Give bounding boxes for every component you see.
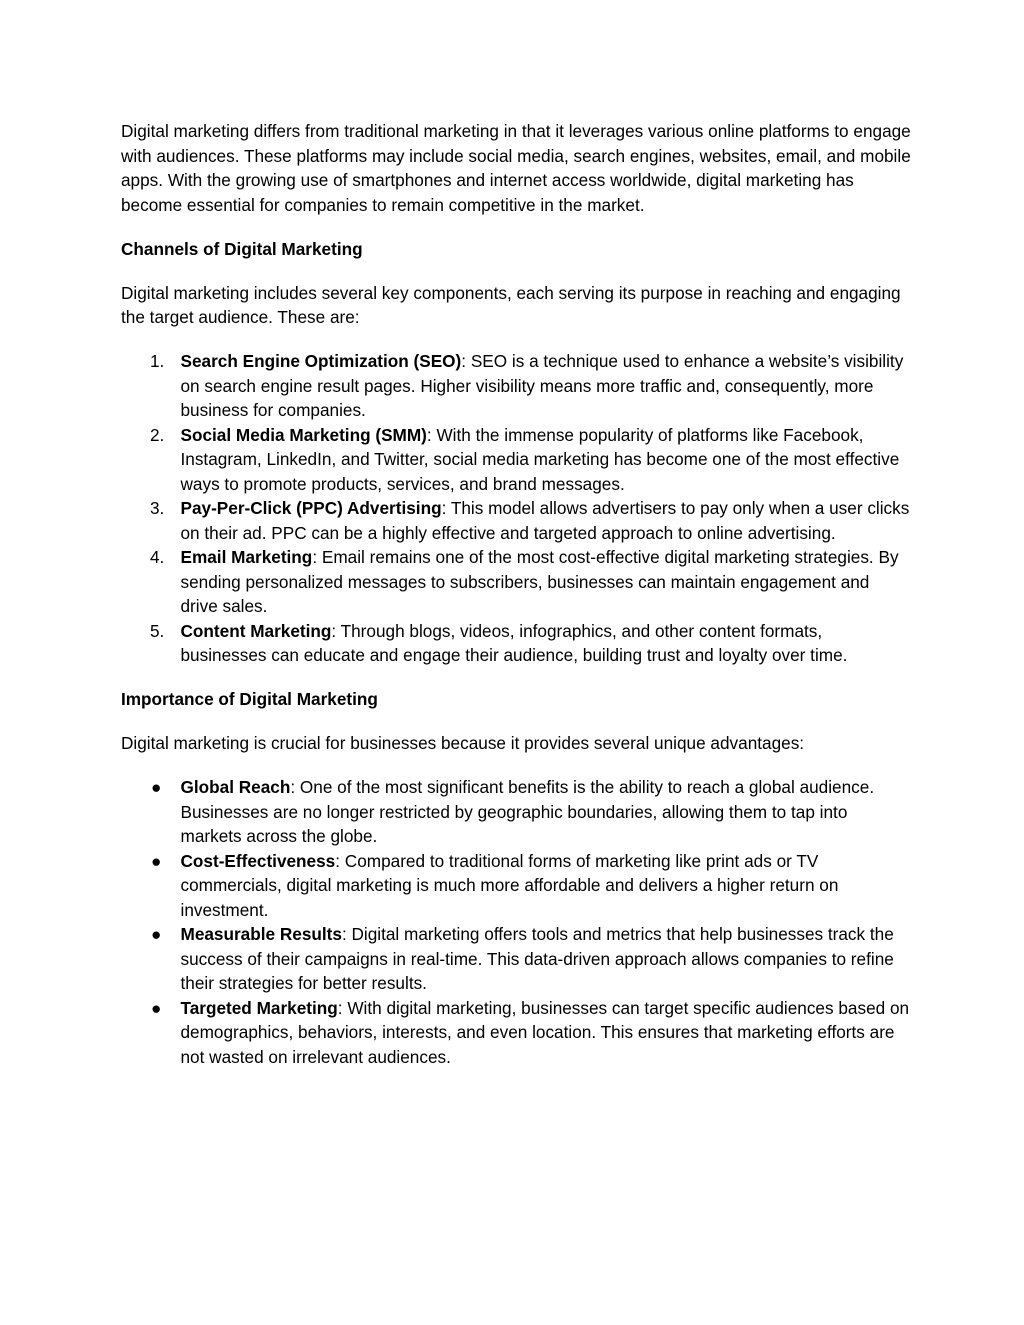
list-item-term: Global Reach — [180, 777, 291, 797]
list-item-term: Content Marketing — [180, 620, 332, 641]
list-item-text: : This model allows advertisers to pay only when a user clicks on their ad. PPC can be a highly effective and targeted approach to online advertising. — [180, 498, 910, 543]
intro-paragraph: Digital marketing differs from traditional marketing in that it leverages various online platforms to engage with audiences. These platforms may include social media, search engines, websites, email, and mobile apps. With the growing use of smartphones and internet access worldwide, digital marketing has become essential for companies to remain competitive in the market. — [121, 121, 911, 215]
list-item-text: : Digital marketing offers tools and metrics that help businesses track the success of their campaigns in real-time. This data-driven approach allows companies to refine their strategies for better results. — [180, 924, 894, 993]
channels-intro-paragraph: Digital marketing includes several key components, each serving its purpose in reaching and engaging the target audience. These are: — [121, 282, 901, 327]
list-item — [121, 775, 911, 849]
list-item — [121, 922, 911, 996]
list-item-text: : With digital marketing, businesses can target specific audiences based on demographics, behaviors, interests, and even location. This ensures that marketing efforts are not wasted on irrelevant audiences. — [180, 997, 910, 1067]
list-item-text: : With the immense popularity of platforms like Facebook, Instagram, LinkedIn, and Twitter, social media marketing has become one of the most effective ways to promote products, services, and brand messages. — [180, 424, 900, 494]
list-item — [121, 349, 911, 423]
list-item — [121, 545, 911, 619]
list-item — [121, 619, 911, 668]
importance-heading: Importance of Digital Marketing — [121, 689, 378, 709]
list-number: 4. — [150, 547, 165, 567]
list-item — [121, 849, 911, 923]
list-item — [121, 996, 911, 1070]
list-item-term: Pay-Per-Click (PPC) Advertising — [180, 498, 442, 518]
list-number: 1. — [150, 351, 165, 371]
document-page — [121, 119, 911, 1089]
list-number: 2. — [150, 424, 165, 445]
channels-list — [121, 349, 911, 668]
bullet-icon: ● — [151, 777, 162, 797]
list-item-text: : SEO is a technique used to enhance a website’s visibility on search engine result pages. Higher visibility means more traffic and, consequently, more business for companies. — [180, 351, 904, 420]
list-item-term: Measurable Results — [180, 924, 342, 944]
importance-intro-paragraph: Digital marketing is crucial for businesses because it provides several unique advantages: — [121, 733, 805, 753]
list-item-term: Targeted Marketing — [180, 997, 338, 1018]
list-item-text: : Through blogs, videos, infographics, and other content formats, businesses can educate and engage their audience, building trust and loyalty over time. — [180, 620, 848, 665]
list-item-text: : One of the most significant benefits is the ability to reach a global audience. Businesses are no longer restricted by geographic boundaries, allowing them to tap into markets across the globe. — [180, 777, 875, 846]
importance-list — [121, 775, 911, 1069]
list-item-term: Email Marketing — [180, 547, 313, 567]
bullet-icon: ● — [151, 850, 162, 871]
list-number: 3. — [150, 498, 165, 518]
bullet-icon: ● — [151, 924, 162, 944]
list-item — [121, 496, 911, 545]
list-item-text: : Email remains one of the most cost-effective digital marketing strategies. By sending personalized messages to subscribers, businesses can maintain engagement and drive sales. — [180, 547, 899, 616]
list-item — [121, 423, 911, 497]
list-item-term: Social Media Marketing (SMM) — [180, 424, 427, 445]
list-item-term: Cost-Effectiveness — [180, 850, 336, 871]
bullet-icon: ● — [151, 997, 162, 1018]
channels-heading: Channels of Digital Marketing — [121, 238, 363, 259]
list-item-text: : Compared to traditional forms of marketing like print ads or TV commercials, digital marketing is much more affordable and delivers a higher return on investment. — [180, 850, 839, 920]
list-item-term: Search Engine Optimization (SEO) — [180, 351, 462, 371]
list-number: 5. — [150, 620, 165, 641]
